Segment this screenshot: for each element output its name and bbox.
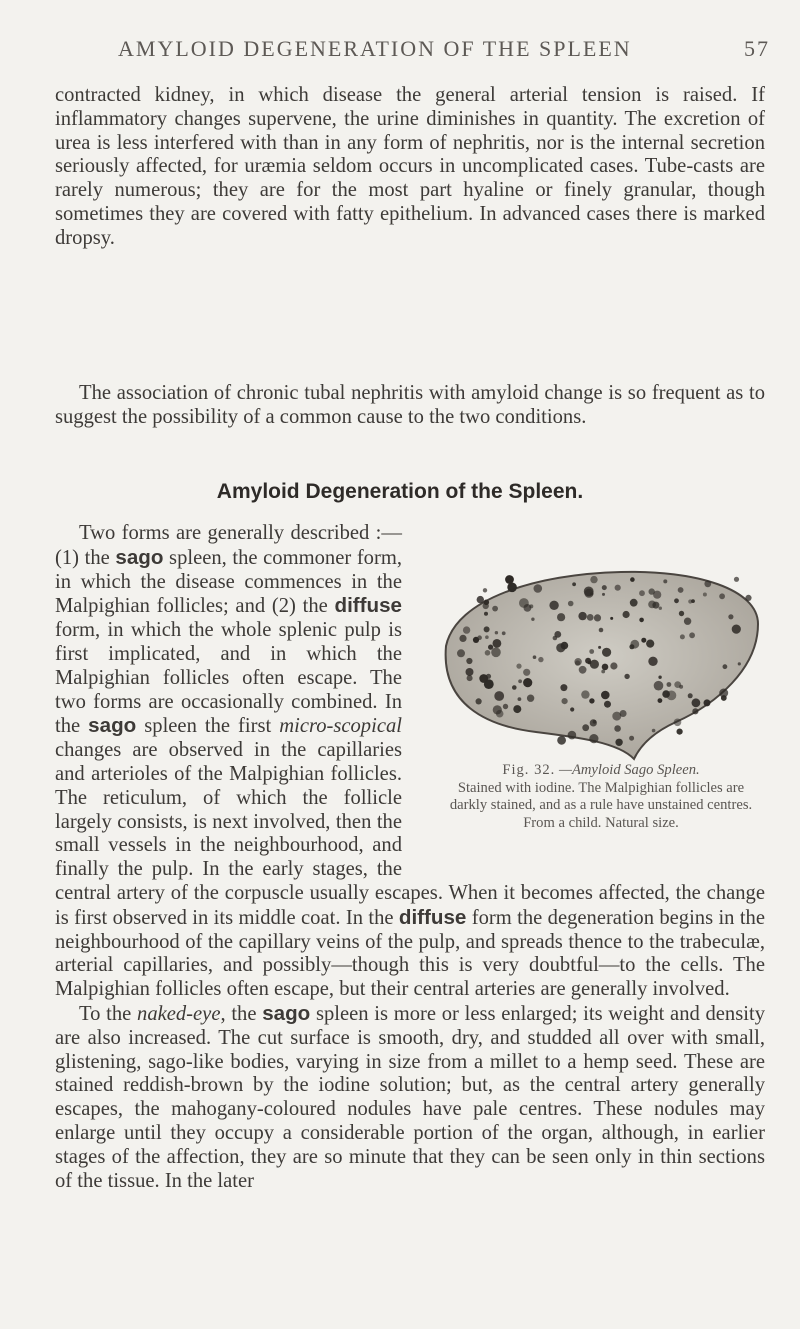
sago-nodule (678, 587, 684, 593)
sago-nodule (590, 576, 597, 583)
sago-nodule (589, 698, 594, 703)
sago-nodule (652, 729, 656, 733)
sago-nodule (680, 634, 685, 639)
sago-nodule (658, 698, 663, 703)
sago-nodule (689, 632, 695, 638)
sago-nodule (601, 691, 610, 700)
sago-nodule (483, 588, 487, 592)
sago-nodule (568, 731, 577, 740)
sago-nodule (623, 611, 630, 618)
sago-nodule (476, 698, 482, 704)
sago-nodule (503, 704, 508, 709)
sago-nodule (538, 657, 543, 662)
term-microscopical: micro-scopical (279, 715, 402, 738)
sago-nodule (679, 611, 684, 616)
sago-nodule (568, 601, 574, 607)
sago-nodule (654, 681, 664, 691)
sago-nodule (557, 613, 565, 621)
sago-nodule (581, 690, 589, 698)
sago-nodule (677, 729, 683, 735)
sago-nodule (688, 693, 693, 698)
sago-nodule (719, 593, 725, 599)
sago-nodule (562, 698, 568, 704)
sago-nodule (512, 685, 517, 690)
figure-caption (440, 762, 762, 832)
sago-nodule (614, 725, 621, 732)
sago-nodule (519, 598, 529, 608)
sago-nodule (484, 626, 490, 632)
sago-nodule (624, 674, 629, 679)
sago-nodule (494, 691, 504, 701)
sago-nodule (692, 698, 701, 707)
sago-nodule (703, 593, 707, 597)
sago-nodule (653, 591, 661, 599)
sago-nodule (554, 631, 561, 638)
sago-nodule (615, 739, 622, 746)
sago-nodule (579, 666, 587, 674)
sago-nodule (639, 618, 644, 623)
sago-nodule (630, 599, 638, 607)
paragraph-association: The association of chronic tubal nephritis with amyloid change is so frequent as to suggest the possibility of a common cause to the two conditions. (55, 382, 765, 428)
sago-nodule (602, 593, 605, 596)
sago-nodule (466, 658, 472, 664)
sago-nodule (663, 579, 667, 583)
sago-nodule (630, 640, 639, 649)
sago-nodule (594, 614, 601, 621)
sago-nodule (527, 695, 534, 702)
sago-nodule (738, 662, 741, 665)
sago-nodule (692, 708, 698, 714)
sago-nodule (505, 575, 514, 584)
sago-nodule (518, 697, 522, 701)
sago-nodule (684, 618, 691, 625)
sago-nodule (601, 670, 605, 674)
sago-nodule (523, 669, 530, 676)
sago-nodule (604, 701, 611, 708)
sago-nodule (491, 648, 501, 658)
running-head-title: AMYLOID DEGENERATION OF THE SPLEEN (118, 36, 632, 61)
sago-nodule (723, 664, 728, 669)
sago-nodule (570, 707, 574, 711)
sago-nodule (639, 590, 645, 596)
sago-nodule (674, 598, 679, 603)
term-sago: sago (88, 714, 137, 738)
sago-nodule (658, 676, 661, 679)
sago-nodule (529, 604, 533, 608)
sago-nodule (578, 612, 586, 620)
sago-nodule (610, 662, 617, 669)
sago-nodule (641, 638, 646, 643)
sago-nodule (534, 584, 543, 593)
sago-nodule (667, 691, 677, 701)
sago-nodule (516, 664, 521, 669)
sago-nodule (496, 710, 504, 718)
sago-nodule (485, 635, 489, 639)
sago-nodule (745, 595, 751, 601)
sago-nodule (485, 650, 491, 656)
sago-nodule (508, 583, 512, 587)
figure-title: —Amyloid Sago Spleen. (559, 762, 700, 778)
sago-nodule (477, 596, 484, 603)
sago-nodule (457, 649, 465, 657)
term-diffuse: diffuse (334, 594, 402, 618)
sago-nodule (518, 679, 522, 683)
sago-nodule (630, 577, 635, 582)
sago-nodule (629, 736, 634, 741)
sago-nodule (463, 626, 470, 633)
sago-nodule (646, 640, 654, 648)
sago-nodule (549, 601, 558, 610)
sago-nodule (561, 642, 569, 650)
sago-nodule (513, 705, 521, 713)
sago-nodule (648, 601, 656, 609)
sago-nodule (728, 614, 733, 619)
sago-nodule (466, 668, 474, 676)
sago-nodule (659, 607, 662, 610)
sago-nodule (610, 617, 613, 620)
sago-nodule (593, 720, 597, 724)
sago-nodule (590, 660, 599, 669)
sago-nodule (531, 618, 534, 621)
sago-nodule (732, 625, 741, 634)
paragraph-spleen: Two forms are generally described :—(1) the sago spleen, the commoner form, in which the disease commences in the Malpighian follicles; and (2) the diffuse form, in which the whole splenic pulp is first implicated, and in which the Malpighian follicles often escape. The two forms are occasionally combined. In the sago spleen the first micro-scopical changes are observed in the capillaries and arterioles of the Malpighian follicles. The reticulum, of which the follicle largely consists, is next involved, then the small vessels in the neighbourhood, and finally the pulp. In the early stages, the central artery of the corpuscle usually escapes. When it becomes affected, the change is first observed in its middle coat. In the diffuse form the degeneration begins in the neighbourhood of the capillary veins of the pulp, and spreads thence to the trabeculæ, arterial capillaries, and possibly—though this is very doubtful—to the cells. The Malpighian follicles often escape, but their central arteries are generally involved. To the naked-eye, the sago spleen is more or less enlarged; its weight and density are also increased. The cut surface is smooth, dry, and studded all over with small, glistening, sago-like bodies, varying in size from a millet to a hemp seed. These are stained reddish-brown by the iodine solution; but, as the central artery generally escapes, the mahogany-coloured nodules have pale centres. These nodules may enlarge until they occupy a considerable portion of the organ, although, in earlier stages of the affection, they are so minute that they can be seen only in thin sections of the tissue. In the later (55, 522, 765, 1192)
spleen-section-image (386, 554, 762, 764)
sago-nodule (484, 612, 488, 616)
sago-nodule (589, 649, 594, 654)
sago-nodule (473, 637, 479, 643)
sago-nodule (560, 684, 567, 691)
sago-nodule (704, 699, 711, 706)
sago-nodule (602, 585, 607, 590)
sago-nodule (615, 585, 621, 591)
sago-nodule (599, 628, 604, 633)
sago-nodule (493, 639, 502, 648)
term-diffuse: diffuse (398, 905, 467, 929)
sago-nodule (492, 606, 498, 612)
sago-nodule (467, 675, 473, 681)
sago-nodule (620, 710, 627, 717)
sago-nodule (704, 580, 711, 587)
term-sago: sago (262, 1001, 311, 1025)
sago-nodule (584, 589, 593, 598)
sago-nodule (495, 631, 498, 634)
term-naked-eye: naked-eye (137, 1002, 221, 1025)
sago-nodule (484, 679, 494, 689)
sago-nodule (598, 646, 601, 649)
sago-nodule (734, 577, 739, 582)
sago-nodule (484, 600, 490, 606)
sago-nodule (667, 682, 672, 687)
sago-nodule (674, 719, 682, 727)
sago-nodule (557, 736, 566, 745)
figure-label: Fig. 32. (502, 762, 556, 778)
sago-nodule (602, 664, 609, 671)
sago-nodule (721, 695, 727, 701)
paragraph-kidney: contracted kidney, in which disease the general arterial tension is raised. If inflammatory changes supervene, the urine diminishes in quantity. The excretion of urea is less interfered with than in any form of nephritis, nor is the internal secretion seriously affected, for uræmia seldom occurs in uncomplicated cases. Tube-casts are rarely numerous; they are for the most part hyaline or finely granular, though sometimes they are covered with fatty epithelium. In advanced cases there is marked dropsy. (55, 84, 765, 249)
sago-nodule (574, 658, 581, 665)
section-heading: Amyloid Degeneration of the Spleen. (216, 480, 584, 503)
spleen-outline (446, 572, 758, 759)
sago-nodule (533, 655, 537, 659)
sago-nodule (648, 657, 657, 666)
sago-nodule (572, 582, 576, 586)
sago-nodule (488, 645, 493, 650)
sago-nodule (674, 681, 681, 688)
sago-nodule (459, 635, 466, 642)
sago-nodule (589, 734, 598, 743)
sago-nodule (502, 631, 506, 635)
figure-caption-text: Stained with iodine. The Malpighian follicles are darkly stained, and as a rule have unstained centres. From a child. Natural size. (449, 779, 753, 831)
sago-nodule (691, 599, 695, 603)
sago-nodule (523, 678, 532, 687)
term-sago: sago (115, 545, 164, 569)
sago-nodule (582, 724, 589, 731)
sago-nodule (587, 614, 594, 621)
sago-nodule (602, 648, 611, 657)
page-number: 57 (744, 36, 770, 61)
